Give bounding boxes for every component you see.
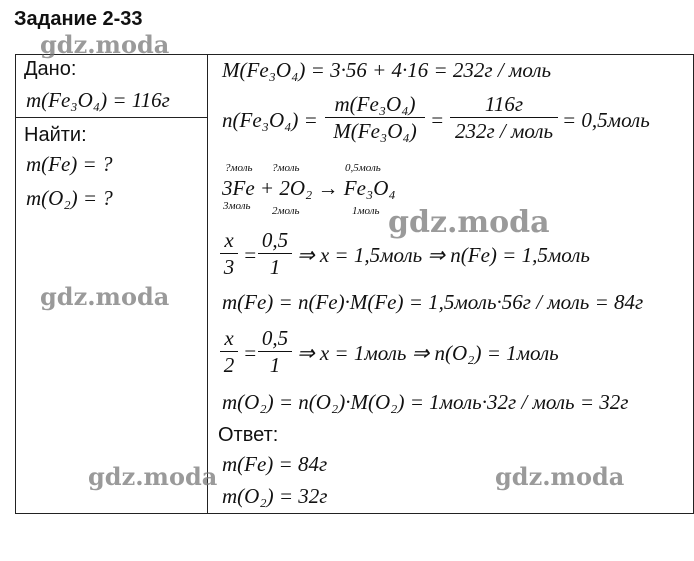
- reaction-equation: 3Fe + 2O₂ → Fe₃O₄: [222, 176, 396, 200]
- equals-sign: =: [243, 341, 258, 365]
- molar-mass-line: M(Fe₃O₄) = 3·56 + 4·16 = 232г / моль: [222, 58, 552, 82]
- watermark: gdz.moda: [88, 462, 218, 491]
- fraction-numerator: x: [224, 228, 234, 252]
- watermark: gdz.moda: [40, 282, 170, 311]
- given-label: Дано:: [24, 58, 77, 80]
- proportion2-right: [258, 326, 292, 377]
- eq-top-fe: ?моль: [225, 162, 253, 174]
- find-item-fe: m(Fe) = ?: [26, 152, 113, 176]
- fraction-denominator: M(Fe₃O₄): [333, 119, 417, 143]
- find-label: Найти:: [24, 124, 87, 146]
- eq-top-o2: ?моль: [272, 162, 300, 174]
- proportion1-result: ⇒ x = 1,5моль ⇒ n(Fe) = 1,5моль: [297, 243, 590, 267]
- fraction-numerator: 0,5: [261, 228, 289, 252]
- watermark: gdz.moda: [40, 30, 170, 59]
- amount-formula-left: n(Fe₃O₄) =: [222, 108, 318, 132]
- fraction-numerator: 116г: [484, 92, 524, 116]
- proportion1-left: [220, 228, 238, 279]
- eq-bot-o2: 2моль: [272, 205, 300, 217]
- fraction-numerator: 0,5: [261, 326, 289, 350]
- amount-fraction-2: [450, 92, 558, 143]
- amount-fraction-1: [325, 92, 425, 143]
- eq-top-fe3o4: 0,5моль: [345, 162, 381, 174]
- proportion2-result: ⇒ x = 1моль ⇒ n(O₂) = 1моль: [297, 341, 559, 365]
- answer-o2: m(O₂) = 32г: [222, 484, 328, 508]
- mass-fe-line: m(Fe) = n(Fe)·M(Fe) = 1,5моль·56г / моль = 84г: [222, 290, 644, 314]
- given-mass: m(Fe₃O₄) = 116г: [26, 88, 170, 112]
- mass-o2-line: m(O₂) = n(O₂)·M(O₂) = 1моль·32г / моль = 32г: [222, 390, 629, 414]
- fraction-numerator: m(Fe₃O₄): [334, 92, 416, 116]
- eq-bot-fe: 3моль: [223, 200, 251, 212]
- watermark: gdz.moda: [495, 462, 625, 491]
- fraction-denominator: 3: [223, 255, 235, 279]
- proportion2-left: [220, 326, 238, 377]
- watermark: gdz.moda: [388, 205, 550, 240]
- eq-bot-fe3o4: 1моль: [352, 205, 380, 217]
- fraction-denominator: 232г / моль: [454, 119, 554, 143]
- amount-result: = 0,5моль: [562, 108, 650, 132]
- answer-label: Ответ:: [218, 424, 279, 446]
- proportion1-right: [258, 228, 292, 279]
- answer-fe: m(Fe) = 84г: [222, 452, 328, 476]
- given-find-divider: [15, 117, 208, 118]
- fraction-denominator: 1: [269, 255, 281, 279]
- fraction-denominator: 2: [223, 353, 235, 377]
- column-divider: [207, 54, 208, 514]
- fraction-numerator: x: [224, 326, 234, 350]
- find-item-o2: m(O₂) = ?: [26, 186, 113, 210]
- equals-sign: =: [430, 108, 445, 132]
- equals-sign: =: [243, 243, 258, 267]
- fraction-denominator: 1: [269, 353, 281, 377]
- task-title: Задание 2-33: [14, 8, 143, 30]
